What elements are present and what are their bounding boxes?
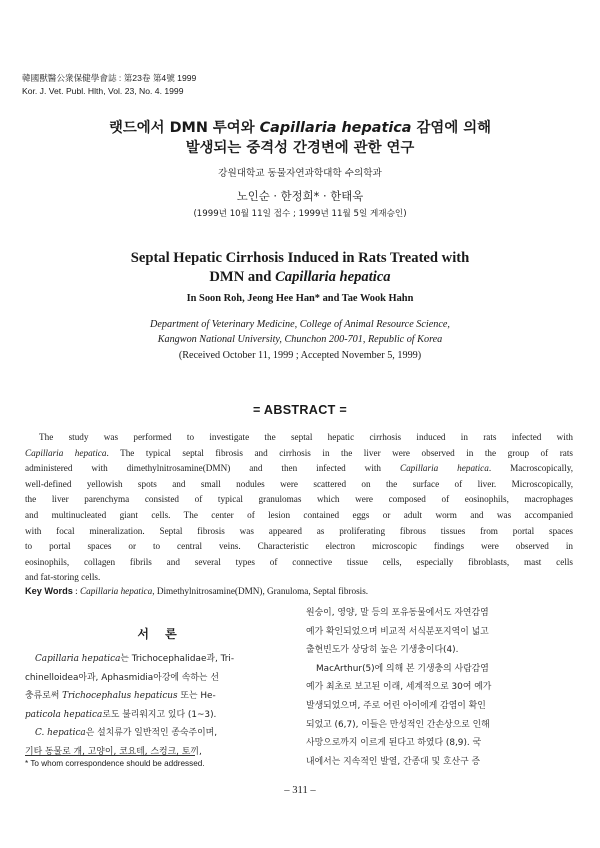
body-line: Capillaria hepatica는 Trichocephalidae과, Tri- [35,654,235,664]
page-number: – 311 – [284,785,316,796]
english-title-line-1: Septal Hepatic Cirrhosis Induced in Rats Treated with [130,250,470,266]
journal-citation [22,72,422,98]
abstract-line: the liver parenchyma consisted of typical granulomas which were composed of eosinophils, macrophages [25,494,573,505]
korean-title [60,118,540,158]
body-line: 출현빈도가 상당히 높은 기생충이다(4). [306,645,459,656]
abstract-line: and multinucleated giant cells. The center of lesion contained eggs or adult worm and was accompanied [25,509,573,520]
body-line: C. hepatica은 설치류가 일반적인 종숙주이며, [35,728,218,739]
english-authors: In Soon Roh, Jeong Hee Han* and Tae Wook Hahn [186,293,414,304]
body-line: 원숭이, 영양, 말 등의 포유동물에서도 자연감염 [306,608,489,618]
abstract-line: with focal mineralization. Septal fibrosis was appeared as proliferating fibrous tissues from portal spaces [25,525,573,536]
keywords-label: Key Words [25,586,73,596]
right-column-text [306,604,574,771]
abstract-line: and fat-storing cells. [25,572,101,583]
korean-title-line-2: 발생되는 중격성 간경변에 관한 연구 [185,140,415,156]
keywords: Key Words : Capillaria hepatica, Dimethylnitrosamine(DMN), Granuloma, Septal fibrosis. [25,586,369,596]
body-line: 예가 최초로 보고된 이래, 세계적으로 30여 예가 [306,682,492,693]
abstract-line: well-defined yellowish spots and small nodules were scattered on the surface of liver. Microscopically, [25,478,573,489]
abstract-heading: = ABSTRACT = [252,403,348,417]
footnote: * To whom correspondence should be addressed. [25,759,205,768]
abstract-body [25,430,573,586]
body-line: chinelloidea아과, Aphasmidia아강에 속하는 선 [25,672,219,683]
body-line: 예가 확인되었으며 비교적 서식분포지역이 넓고 [306,626,489,637]
abstract-line: eosinophils, collagen fibrils and several types of connective tissue cells, especially fibroblasts, mast cells [25,556,573,567]
abstract-line: Capillaria hepatica. The typical septal fibrosis and cirrhosis in the liver were observed in the group of rats [25,447,573,458]
journal-citation-korean: 韓國獸醫公衆保健學會誌 : 第23卷 第4號 1999 [22,73,197,83]
introduction-heading: 서 론 [137,627,183,641]
abstract-line: administered with dimethylnitrosamine(DMN) and then infected with Capillaria hepatica. Macroscopically, [25,463,573,474]
footnote-divider [25,755,195,756]
body-line: 내에서는 지속적인 발열, 간종대 및 호산구 증 [306,756,481,767]
korean-received-dates: (1999년 10월 11일 접수 ; 1999년 11월 5일 게재승인) [193,209,407,219]
korean-affiliation: 강원대학교 동물자연과학대학 수의학과 [218,168,382,179]
abstract-line: to portal spaces or to central veins. Characteristic electron microscopic findings were observed in [25,541,573,552]
body-line: 사망으로까지 이르게 된다고 하였다 (8,9). 국 [306,738,482,749]
english-affiliation [40,318,560,347]
left-column-text [25,650,295,762]
english-title [40,249,560,287]
english-affiliation-line-1: Department of Veterinary Medicine, College of Animal Resource Science, [150,319,450,330]
body-line: paticola hepatica로도 불리워지고 있다 (1~3). [25,709,217,720]
body-line: 충류로써 Trichocephalus hepaticus 또는 He- [25,691,216,702]
korean-authors: 노인순 · 한정희* · 한태욱 [236,189,364,203]
body-line: MacArthur(5)에 의해 본 기생충의 사람감염 [316,663,489,674]
journal-citation-english: Kor. J. Vet. Publ. Hlth, Vol. 23, No. 4. 1999 [22,86,184,96]
body-line: 기타 동물로 개, 고양이, 코요테, 스컹크, 토끼, [25,746,202,757]
english-title-line-2: DMN and Capillaria hepatica [209,269,391,285]
abstract-line: The study was performed to investigate the septal hepatic cirrhosis induced in rats infected with [39,432,573,442]
korean-title-line-1: 랫드에서 DMN 투여와 Capillaria hepatica 감염에 의해 [108,120,492,136]
english-received-dates: (Received October 11, 1999 ; Accepted November 5, 1999) [178,350,422,361]
english-affiliation-line-2: Kangwon National University, Chunchon 200-701, Republic of Korea [157,333,443,345]
body-line: 되었고 (6,7), 이들은 만성적인 간손상으로 인해 [306,719,490,730]
body-line: 발생되었으며, 주로 어린 아이에게 감염이 확인 [306,700,486,711]
